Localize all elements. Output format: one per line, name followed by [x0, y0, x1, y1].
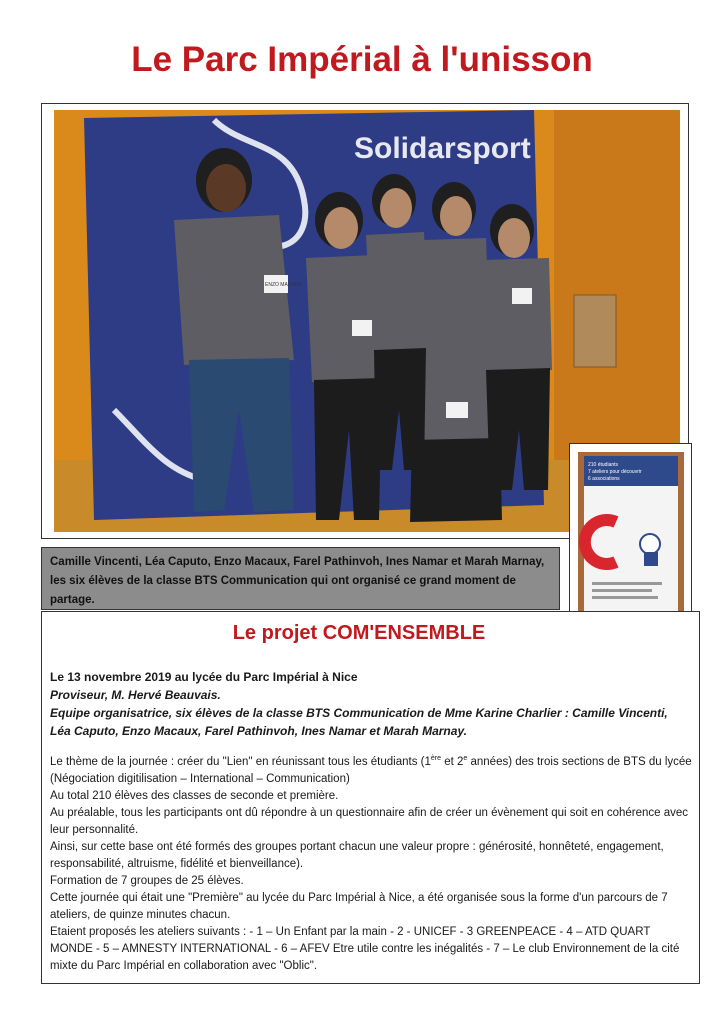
project-proviseur: Proviseur, M. Hervé Beauvais.: [50, 688, 221, 702]
banner-text: Solidarsport: [354, 132, 531, 165]
project-body: [50, 754, 695, 975]
project-theme: [50, 754, 695, 788]
project-paragraph: Ainsi, sur cette base ont été formés des groupes portant chacun une valeur propre : générosité, honnêteté, engagement, responsabilité, altruisme, fidélité et bienveillance).: [50, 841, 664, 870]
project-paragraph: Cette journée qui était une "Première" au lycée du Parc Impérial à Nice, a été organisée sous la forme d'un parcours de 7 ateliers, de quinze minutes chacun.: [50, 892, 668, 921]
theme-part-3: années) des trois sections de BTS du lycée (Négociation digitilisation – International – Communication): [50, 756, 692, 785]
project-info: [50, 668, 690, 740]
poster-line-2: 7 ateliers pour découvrir: [588, 469, 642, 475]
project-date: Le 13 novembre 2019 au lycée du Parc Impérial à Nice: [50, 670, 358, 684]
photo-caption: Camille Vincenti, Léa Caputo, Enzo Macaux, Farel Pathinvoh, Ines Namar et Marah Marnay, les six élèves de la classe BTS Communication qui ont organisé ce grand moment de partage.: [41, 547, 560, 610]
project-team: Equipe organisatrice, six élèves de la classe BTS Communication de Mme Karine Charlier : Camille Vincenti, Léa Caputo, Enzo Macaux, Farel Pathinvoh, Ines Namar et Marah Marnay.: [50, 706, 668, 738]
theme-sup-2: e: [463, 755, 468, 763]
theme-part-2: et 2: [441, 756, 464, 768]
project-paragraph: Au préalable, tous les participants ont dû répondre à un questionnaire afin de créer un évènement qui soit en cohérence avec leur personnalité.: [50, 807, 689, 836]
poster-line-1: 210 étudiants: [588, 462, 619, 468]
page-title: Le Parc Impérial à l'unisson: [131, 40, 593, 79]
theme-sup-1: ère: [430, 755, 441, 763]
theme-part-1: Le thème de la journée : créer du "Lien" en réunissant tous les étudiants (1: [50, 756, 431, 768]
poster-line-3: 6 associations: [588, 476, 620, 482]
project-paragraph: Etaient proposés les ateliers suivants : - 1 – Un Enfant par la main - 2 - UNICEF - 3 GREENPEACE - 4 – ATD QUART MONDE - 5 – AMNESTY INTERNATIONAL - 6 – AFEV Etre utile contre les inégalités - 7 – Le club Environnement de la cité mixte du Parc Impérial en collaboration avec "Oblic".: [50, 926, 680, 972]
project-paragraph: Formation de 7 groupes de 25 élèves.: [50, 875, 244, 887]
badge-text: ENZO MACAUX: [265, 282, 302, 288]
project-section: [41, 611, 700, 984]
project-paragraph: Au total 210 élèves des classes de seconde et première.: [50, 790, 339, 802]
project-heading: Le projet COM'ENSEMBLE: [232, 622, 486, 644]
